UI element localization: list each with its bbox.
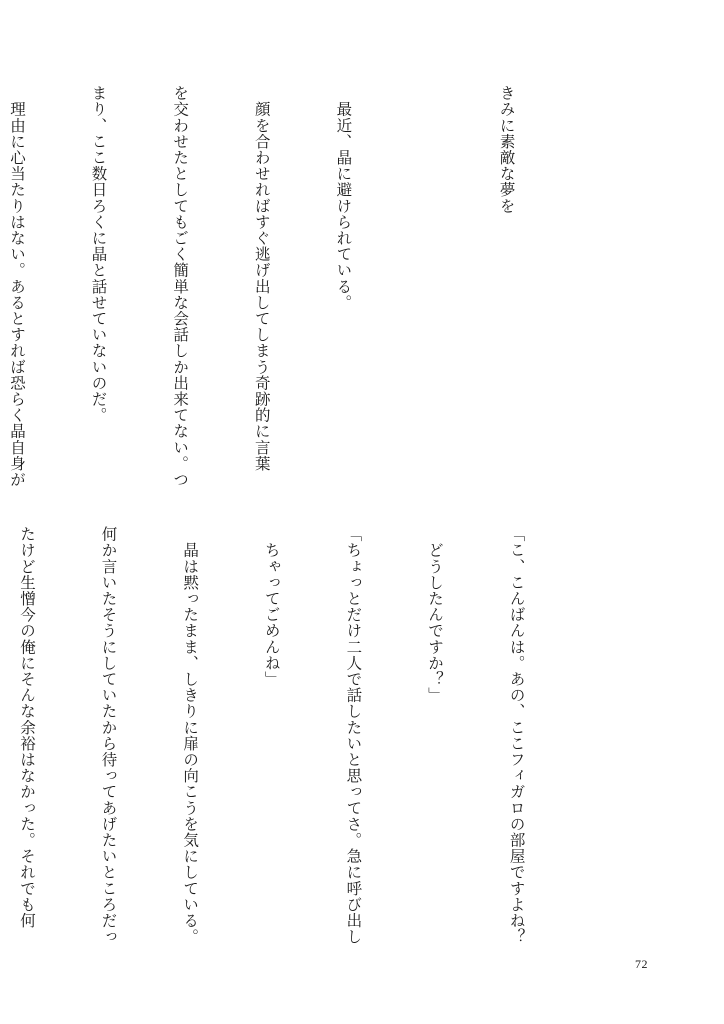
text-line: きみに素敵な夢を — [497, 85, 516, 214]
text-line: 理由に心当たりはない。あるとすれば恐らく晶自身が — [7, 85, 26, 488]
text-line: 顔を合わせればすぐ逃げ出してしまう奇跡的に言葉 — [252, 85, 271, 472]
text-line: まり、ここ数日ろくに晶と話せていないのだ。 — [89, 85, 108, 424]
text-line: 「こ、こんばんは。あの、ここフィガロの部屋ですよね？ — [507, 526, 526, 945]
text-line: どうしたんですか？」 — [425, 526, 444, 704]
text-line: 晶は黙ったまま、しきりに扉の向こうを気にしている。 — [181, 526, 200, 945]
page-number: 72 — [635, 957, 648, 971]
text-line: 何か言いたそうにしていたから待ってあげたいところだっ — [99, 526, 118, 945]
text-line: たけど生憎今の俺にそんな余裕はなかった。それでも何 — [17, 526, 36, 929]
text-line — [411, 85, 438, 515]
text-line: を交わせたとしてもごく簡単な会話しか出来てない。つ — [171, 85, 190, 488]
text-block-bottom — [0, 526, 584, 956]
text-line: ちゃってごめんね」 — [262, 526, 281, 687]
text-block-top — [0, 85, 574, 515]
text-line: 「ちょっとだけ二人で話したいと思ってさ。急に呼び出し — [344, 526, 363, 945]
text-line: 最近、晶に避けられている。 — [334, 85, 353, 311]
